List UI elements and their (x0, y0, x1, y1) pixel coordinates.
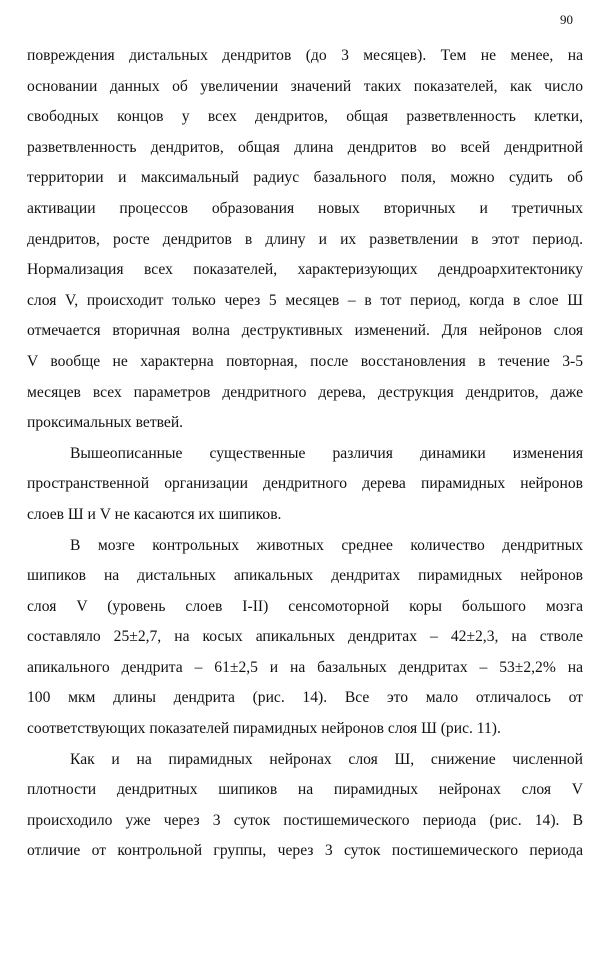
text-line: составляло 25±2,7, на косых апикальных дендритах – 42±2,3, на стволе (27, 628, 583, 646)
body-text (27, 41, 583, 867)
text-line: повреждения дистальных дендритов (до 3 месяцев). Тем не менее, на (27, 47, 583, 64)
text-line: территории и максимальный радиус базального поля, можно судить об (27, 169, 583, 187)
paragraph (27, 745, 583, 867)
text-line: Как и на пирамидных нейронах слоя Ш, снижение численной (70, 750, 583, 768)
page-number: 90 (560, 12, 573, 27)
text-line: дендритов, росте дендритов в длину и их разветвлении в этот период. (27, 230, 583, 248)
text-line: месяцев всех параметров дендритного дерева, деструкция дендритов, даже (27, 383, 583, 401)
text-line: разветвленность дендритов, общая длина дендритов во всей дендритной (27, 138, 583, 156)
text-line: соответствующих показателей пирамидных нейронов слоя Ш (рис. 11). (27, 720, 501, 738)
text-line: V вообще не характерна повторная, после восстановления в течение 3-5 (27, 352, 583, 370)
text-line: активации процессов образования новых вторичных и третичных (27, 199, 583, 217)
text-line: пространственной организации дендритного дерева пирамидных нейронов (27, 475, 583, 493)
text-line: проксимальных ветвей. (27, 414, 184, 432)
text-line: Вышеописанные существенные различия динамики изменения (70, 444, 583, 462)
text-line: отмечается вторичная волна деструктивных изменений. Для нейронов слоя (27, 322, 583, 340)
text-line: происходило уже через 3 суток постишемического периода (рис. 14). В (27, 811, 583, 829)
text-line: плотности дендритных шипиков на пирамидных нейронах слоя V (27, 781, 583, 799)
paragraph (27, 531, 583, 745)
text-line: основании данных об увеличении значений таких показателей, как число (27, 77, 583, 95)
text-line: 100 мкм длины дендрита (рис. 14). Все это мало отличалось от (27, 689, 583, 707)
text-line: слоя V (уровень слоев I-II) сенсомоторной коры большого мозга (27, 597, 583, 615)
text-line: апикального дендрита – 61±2,5 и на базальных дендритах – 53±2,2% на (27, 658, 583, 676)
text-line: отличие от контрольной группы, через 3 суток постишемического периода (27, 842, 583, 860)
text-line: слоя V, происходит только через 5 месяцев – в тот период, когда в слое Ш (27, 291, 583, 309)
paragraph (27, 439, 583, 531)
text-line: слоев Ш и V не касаются их шипиков. (27, 505, 282, 523)
paragraph (27, 41, 583, 439)
text-line: шипиков на дистальных апикальных дендритах пирамидных нейронов (27, 567, 583, 585)
text-line: Нормализация всех показателей, характеризующих дендроархитектонику (27, 261, 583, 279)
text-line: В мозге контрольных животных среднее количество дендритных (70, 536, 583, 554)
text-line: свободных концов у всех дендритов, общая разветвленность клетки, (27, 108, 583, 126)
